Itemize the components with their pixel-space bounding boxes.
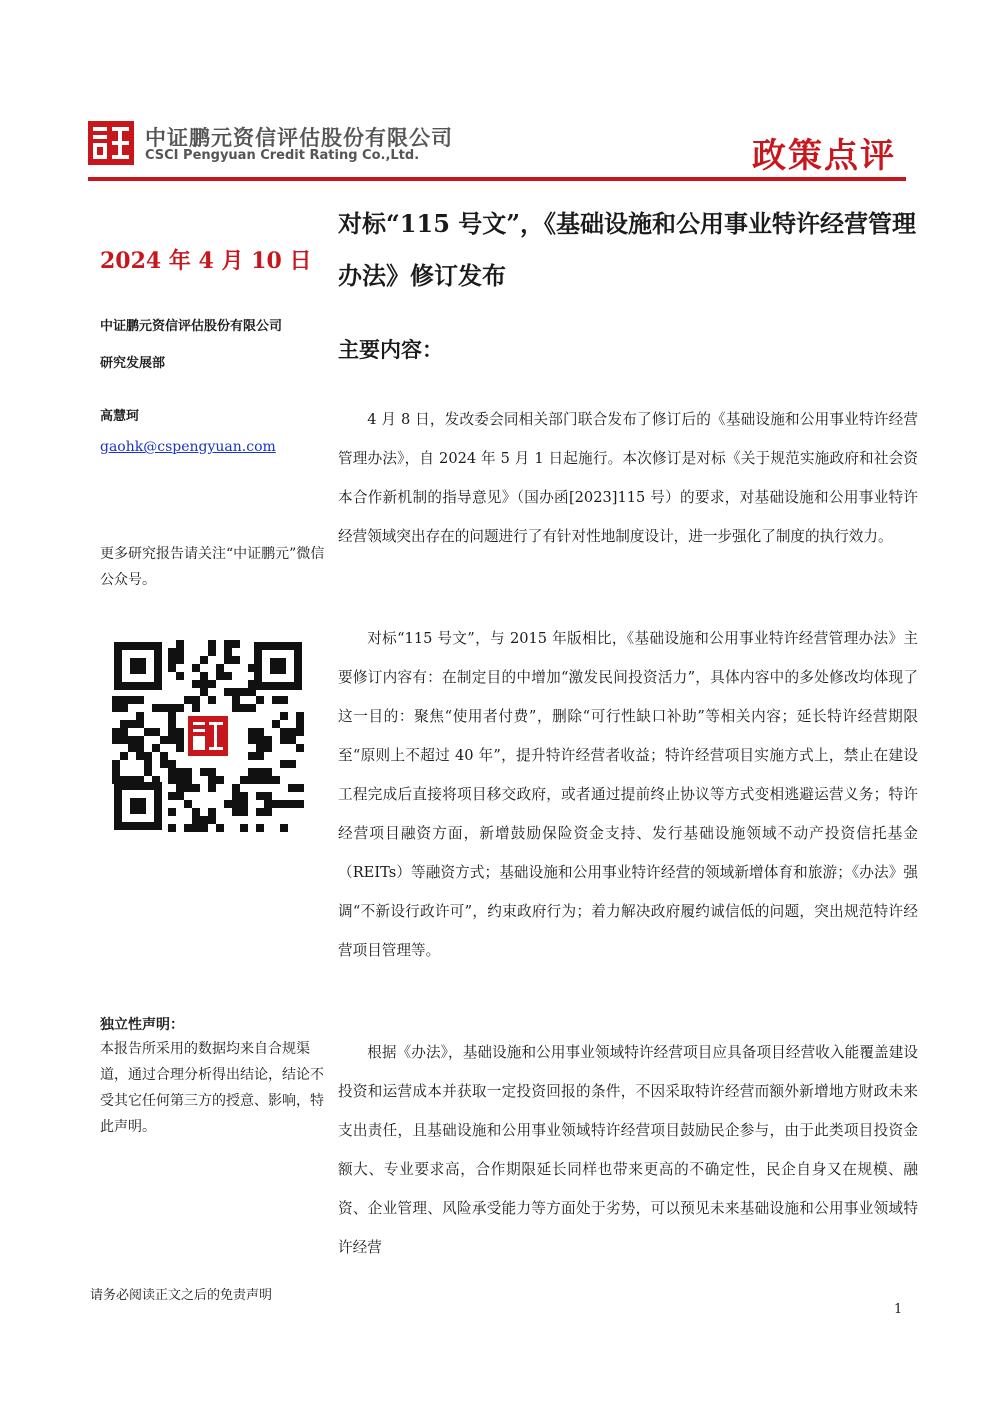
body-paragraph: 对标“115 号文”，与 2015 年版相比，《基础设施和公用事业特许经营管理办法》主要修订内容有：在制定目的中增加“激发民间投资活力”，具体内容中的多处修改均体现了这一目的：聚焦“使用者付费”，删除“可行性缺口补助”等相关内容；延长特许经营期限至“原则上不超过 40 年”，提升特许经营者收益；特许经营项目实施方式上，禁止在建设工程完成后直接将项目移交政府，或者通过提前终止协议等方式变相逃避运营义务；特许经营项目融资方面，新增鼓励保险资金支持、发行基础设施领域不动产投资信托基金（REITs）等融资方式；基础设施和公用事业特许经营的领域新增体育和旅游；《办法》强调“不新设行政许可”，约束政府行为；着力解决政府履约诚信低的问题，突出规范特许经营项目管理等。 bbox=[338, 630, 918, 959]
declaration-title: 独立性声明： bbox=[100, 1017, 184, 1033]
company-logo bbox=[88, 121, 134, 165]
sidebar-department: 研究发展部 bbox=[100, 356, 166, 371]
page-number: 1 bbox=[894, 1302, 903, 1317]
author-name: 高慧珂 bbox=[100, 409, 140, 424]
body-paragraph: 4 月 8 日，发改委会同相关部门联合发布了修订后的《基础设施和公用事业特许经营管理办法》，自 2024 年 5 月 1 日起施行。本次修订是对标《关于规范实施政府和社会资本合作新机制的指导意见》（国办函[2023]115 号）的要求，对基础设施和公用事业特许经营领域突出存在的问题进行了有针对性地制度设计，进一步强化了制度的执行效力。 bbox=[338, 411, 918, 545]
sidebar-organization: 中证鹏元资信评估股份有限公司 bbox=[100, 319, 283, 334]
wechat-qr-code-icon bbox=[112, 640, 304, 832]
wechat-follow-note: 更多研究报告请关注“中证鹏元”微信公众号。 bbox=[100, 546, 325, 588]
header-divider bbox=[88, 177, 906, 181]
body-paragraph: 根据《办法》，基础设施和公用事业领域特许经营项目应具备项目经营收入能覆盖建设投资和运营成本并获取一定投资回报的条件，不因采取特许经营而额外新增地方财政未来支出责任，且基础设施和公用事业领域特许经营项目鼓励民企参与，由于此类项目投资金额大、专业要求高，合作期限延长同样也带来更高的不确定性，民企自身又在规模、融资、企业管理、风险承受能力等方面处于劣势，可以预见未来基础设施和公用事业领域特许经营 bbox=[338, 1044, 918, 1256]
declaration-body: 本报告所采用的数据均来自合规渠道，通过合理分析得出结论，结论不受其它任何第三方的授意、影响，特此声明。 bbox=[100, 1041, 324, 1135]
report-date: 2024 年 4 月 10 日 bbox=[100, 248, 312, 274]
section-heading: 主要内容： bbox=[338, 337, 443, 362]
author-email-link[interactable]: gaohk@cspengyuan.com bbox=[100, 439, 276, 455]
disclaimer-notice: 请务必阅读正文之后的免责声明 bbox=[90, 1288, 273, 1303]
company-name-cn: 中证鹏元资信评估股份有限公司 bbox=[145, 126, 453, 150]
report-title: 对标“115 号文”，《基础设施和公用事业特许经营管理办法》修订发布 bbox=[338, 209, 917, 290]
report-type-label: 政策点评 bbox=[752, 136, 896, 176]
company-name-en: CSCI Pengyuan Credit Rating Co.,Ltd. bbox=[145, 148, 420, 163]
